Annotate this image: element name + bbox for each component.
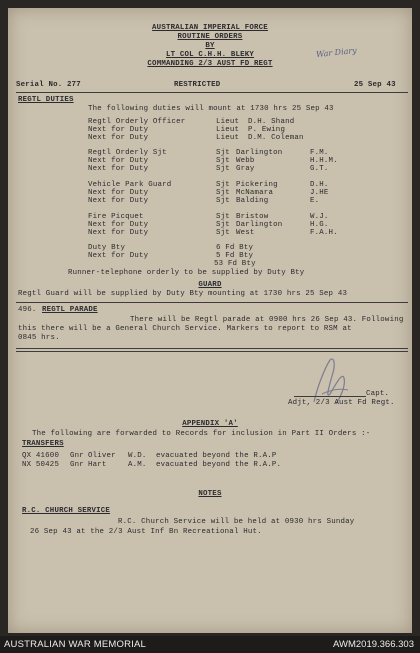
transfer-rank: Gnr (70, 461, 84, 469)
order-text-line: this there will be a General Church Service. Markers to report to RSM at (18, 325, 352, 333)
duty-initials: G.T. (310, 165, 329, 173)
serial-number: Serial No. 277 (16, 81, 81, 89)
duty-rank: Sjt (216, 189, 230, 197)
duty-initials: H.G. (310, 221, 329, 229)
order-number: 496. (18, 306, 37, 314)
duty-label: Next for Duty (88, 126, 149, 134)
duty-rank: Lieut (216, 118, 240, 126)
duty-initials: E. (310, 197, 320, 205)
handwritten-war-diary: War Diary (315, 45, 358, 60)
duty-label: Duty Bty (88, 244, 126, 252)
duty-initials: J.HE (310, 189, 329, 197)
duty-name: D.H. Shand (248, 118, 295, 126)
duty-rank: Sjt (216, 157, 230, 165)
duty-name: McNamara (236, 189, 274, 197)
duty-label: Next for Duty (88, 221, 149, 229)
duty-name: Webb (236, 157, 255, 165)
signature-rank: Capt. (366, 390, 390, 398)
duty-label: Vehicle Park Guard (88, 181, 172, 189)
document-page (8, 8, 412, 633)
duty-name: Balding (236, 197, 269, 205)
duty-battery: 5 Fd Bty (216, 252, 254, 260)
duty-rank: Sjt (216, 221, 230, 229)
notes-heading: NOTES (198, 490, 222, 498)
transfer-initials: A.M. (128, 461, 147, 469)
order-heading-regtl-parade: REGTL PARADE (42, 306, 98, 314)
duty-initials: H.H.M. (310, 157, 338, 165)
header-unit: COMMANDING 2/3 AUST FD REGT (147, 60, 273, 68)
duty-name: Pickering (236, 181, 278, 189)
transfer-initials: W.D. (128, 452, 147, 460)
duty-name: West (236, 229, 255, 237)
transfer-number: NX 50425 (22, 461, 60, 469)
church-service-heading: R.C. CHURCH SERVICE (22, 507, 111, 515)
header-routine-orders: ROUTINE ORDERS (177, 33, 243, 41)
duty-initials: F.A.H. (310, 229, 338, 237)
archive-footer (0, 636, 420, 653)
divider (16, 302, 408, 303)
header-commander: LT COL C.H.H. BLEKY (165, 51, 255, 59)
signature-line (294, 396, 366, 397)
archive-credit: AUSTRALIAN WAR MEMORIAL (4, 639, 147, 650)
divider (16, 348, 408, 349)
duty-label: Next for Duty (88, 165, 149, 173)
duty-label: Regtl Orderly Sjt (88, 149, 167, 157)
transfer-note: evacuated beyond the R.A.P (156, 452, 277, 460)
appendix-intro: The following are forwarded to Records for inclusion in Part II Orders :- (32, 430, 371, 438)
duty-name: Bristow (236, 213, 269, 221)
duty-label: Next for Duty (88, 134, 149, 142)
duty-label: Next for Duty (88, 197, 149, 205)
duty-rank: Sjt (216, 213, 230, 221)
duty-label: Regtl Orderly Officer (88, 118, 186, 126)
notes-text-line: R.C. Church Service will be held at 0930 hrs Sunday (118, 518, 355, 526)
classification: RESTRICTED (174, 81, 221, 89)
duty-label: Next for Duty (88, 229, 149, 237)
signature-title: Adjt, 2/3 Aust Fd Regt. (288, 399, 395, 407)
guard-text: Regtl Guard will be supplied by Duty Bty mounting at 1730 hrs 25 Sep 43 (18, 290, 348, 298)
duty-name: P. Ewing (248, 126, 286, 134)
duty-label: Next for Duty (88, 252, 149, 260)
transfers-heading: TRANSFERS (22, 440, 64, 448)
duty-rank: Sjt (216, 197, 230, 205)
notes-text-line: 26 Sep 43 at the 2/3 Aust Inf Bn Recreational Hut. (30, 528, 262, 536)
duty-rank: Sjt (216, 165, 230, 173)
transfer-number: QX 41600 (22, 452, 60, 460)
duty-label: Fire Picquet (88, 213, 144, 221)
order-text-line: There will be Regtl parade at 0900 hrs 26 Sep 43. Following (130, 316, 404, 324)
duty-name: D.M. Coleman (248, 134, 304, 142)
duty-rank: Lieut (216, 134, 240, 142)
order-date: 25 Sep 43 (354, 81, 396, 89)
duty-initials: D.H. (310, 181, 329, 189)
divider (16, 92, 408, 93)
transfer-note: evacuated beyond the R.A.P. (156, 461, 282, 469)
duty-initials: F.M. (310, 149, 329, 157)
archive-reference: AWM2019.366.303 (333, 639, 414, 650)
guard-heading: GUARD (198, 281, 222, 289)
header-by: BY (205, 42, 215, 50)
transfer-name: Hart (88, 461, 107, 469)
duty-rank: Sjt (216, 229, 230, 237)
header-force: AUSTRALIAN IMPERIAL FORCE (152, 24, 268, 32)
duty-rank: Sjt (216, 149, 230, 157)
duty-battery: 6 Fd Bty (216, 244, 254, 252)
duty-name: Darlington (236, 221, 283, 229)
duty-label: Next for Duty (88, 157, 149, 165)
duty-name: Gray (236, 165, 255, 173)
duty-initials: W.J. (310, 213, 329, 221)
orderly-note: Runner-telephone orderly to be supplied by Duty Bty (68, 269, 305, 277)
section-heading-regtl-duties: REGTL DUTIES (18, 96, 74, 104)
divider (16, 351, 408, 352)
duties-intro: The following duties will mount at 1730 hrs 25 Sep 43 (88, 105, 334, 113)
transfer-rank: Gnr (70, 452, 84, 460)
duty-rank: Sjt (216, 181, 230, 189)
transfer-name: Oliver (88, 452, 116, 460)
order-text-line: 0845 hrs. (18, 334, 60, 342)
appendix-heading: APPENDIX 'A' (182, 420, 238, 428)
duty-rank: Lieut (216, 126, 240, 134)
duty-name: Darlington (236, 149, 283, 157)
duty-label: Next for Duty (88, 189, 149, 197)
duty-battery: 53 Fd Bty (214, 260, 256, 268)
